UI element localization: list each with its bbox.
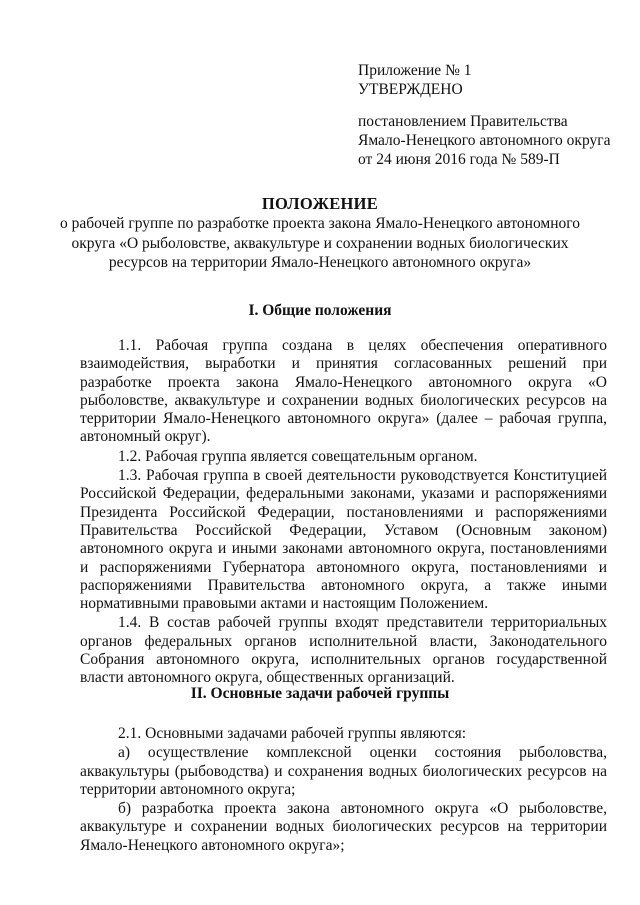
paragraph-2-1: 2.1. Основными задачами рабочей группы являются: <box>118 725 467 742</box>
approved-label: УТВЕРЖДЕНО <box>358 81 463 98</box>
subtitle-line-2: округа «О рыболовстве, аквакультуре и сохранении водных биологических <box>71 234 569 252</box>
section-2-body <box>80 725 607 855</box>
paragraph-1-2: 1.2. Рабочая группа является совещательным органом. <box>118 447 478 465</box>
approval-gap <box>358 99 628 112</box>
decree-line-2: Ямало-Ненецкого автономного округа <box>358 132 611 149</box>
paragraph-2-1-a: а) осуществление комплексной оценки состояния рыболовства, аквакультуры (рыбоводства) и сохранения водных биологических ресурсов на территории автономного округа; <box>80 744 607 798</box>
section-1-body <box>80 337 607 688</box>
approval-block <box>358 61 628 169</box>
paragraph-1-1: 1.1. Рабочая группа создана в целях обеспечения оперативного взаимодействия, выработки и принятия согласованных решений при разработке проекта закона Ямало-Ненецкого автономного округа «О рыболовстве, аквакультуре и сохранении водных биологических ресурсов на территории Ямало-Ненецкого автономного округа» (далее – рабочая группа, автономный округ). <box>80 337 607 446</box>
section-1-heading: I. Общие положения <box>248 302 392 319</box>
paragraph-1-4: 1.4. В состав рабочей группы входят представители территориальных органов федеральных органов исполнительной власти, Законодательного Собрания автономного округа, исполнительных органов государственной власти автономного округа, общественных организаций. <box>80 614 607 687</box>
paragraph-2-1-b: б) разработка проекта закона автономного округа «О рыболовстве, аквакультуре и сохранении водных биологических ресурсов на территории Ямало-Ненецкого автономного округа»; <box>80 800 607 854</box>
document-subtitle <box>60 214 580 273</box>
decree-line-1: постановлением Правительства <box>358 113 568 130</box>
document-title: ПОЛОЖЕНИЕ <box>261 194 379 213</box>
subtitle-line-3: ресурсов на территории Ямало-Ненецкого автономного округа» <box>108 254 532 271</box>
subtitle-line-1: о рабочей группе по разработке проекта закона Ямало-Ненецкого автономного <box>60 215 580 232</box>
paragraph-1-3: 1.3. Рабочая группа в своей деятельности руководствуется Конституцией Российской Федерации, федеральными законами, указами и распоряжениями Президента Российской Федерации, постановлениями и распоряжениями Правительства Российской Федерации, Уставом (Основным законом) автономного округа и иными законами автономного округа, постановлениями и распоряжениями Губернатора автономного округа, постановлениями и распоряжениями Правительства автономного округа, а также иными нормативными правовыми актами и настоящим Положением. <box>80 467 607 613</box>
decree-line-3: от 24 июня 2016 года № 589-П <box>358 151 560 168</box>
section-2-heading: II. Основные задачи рабочей группы <box>190 685 450 702</box>
appendix-label: Приложение № 1 <box>358 62 472 79</box>
